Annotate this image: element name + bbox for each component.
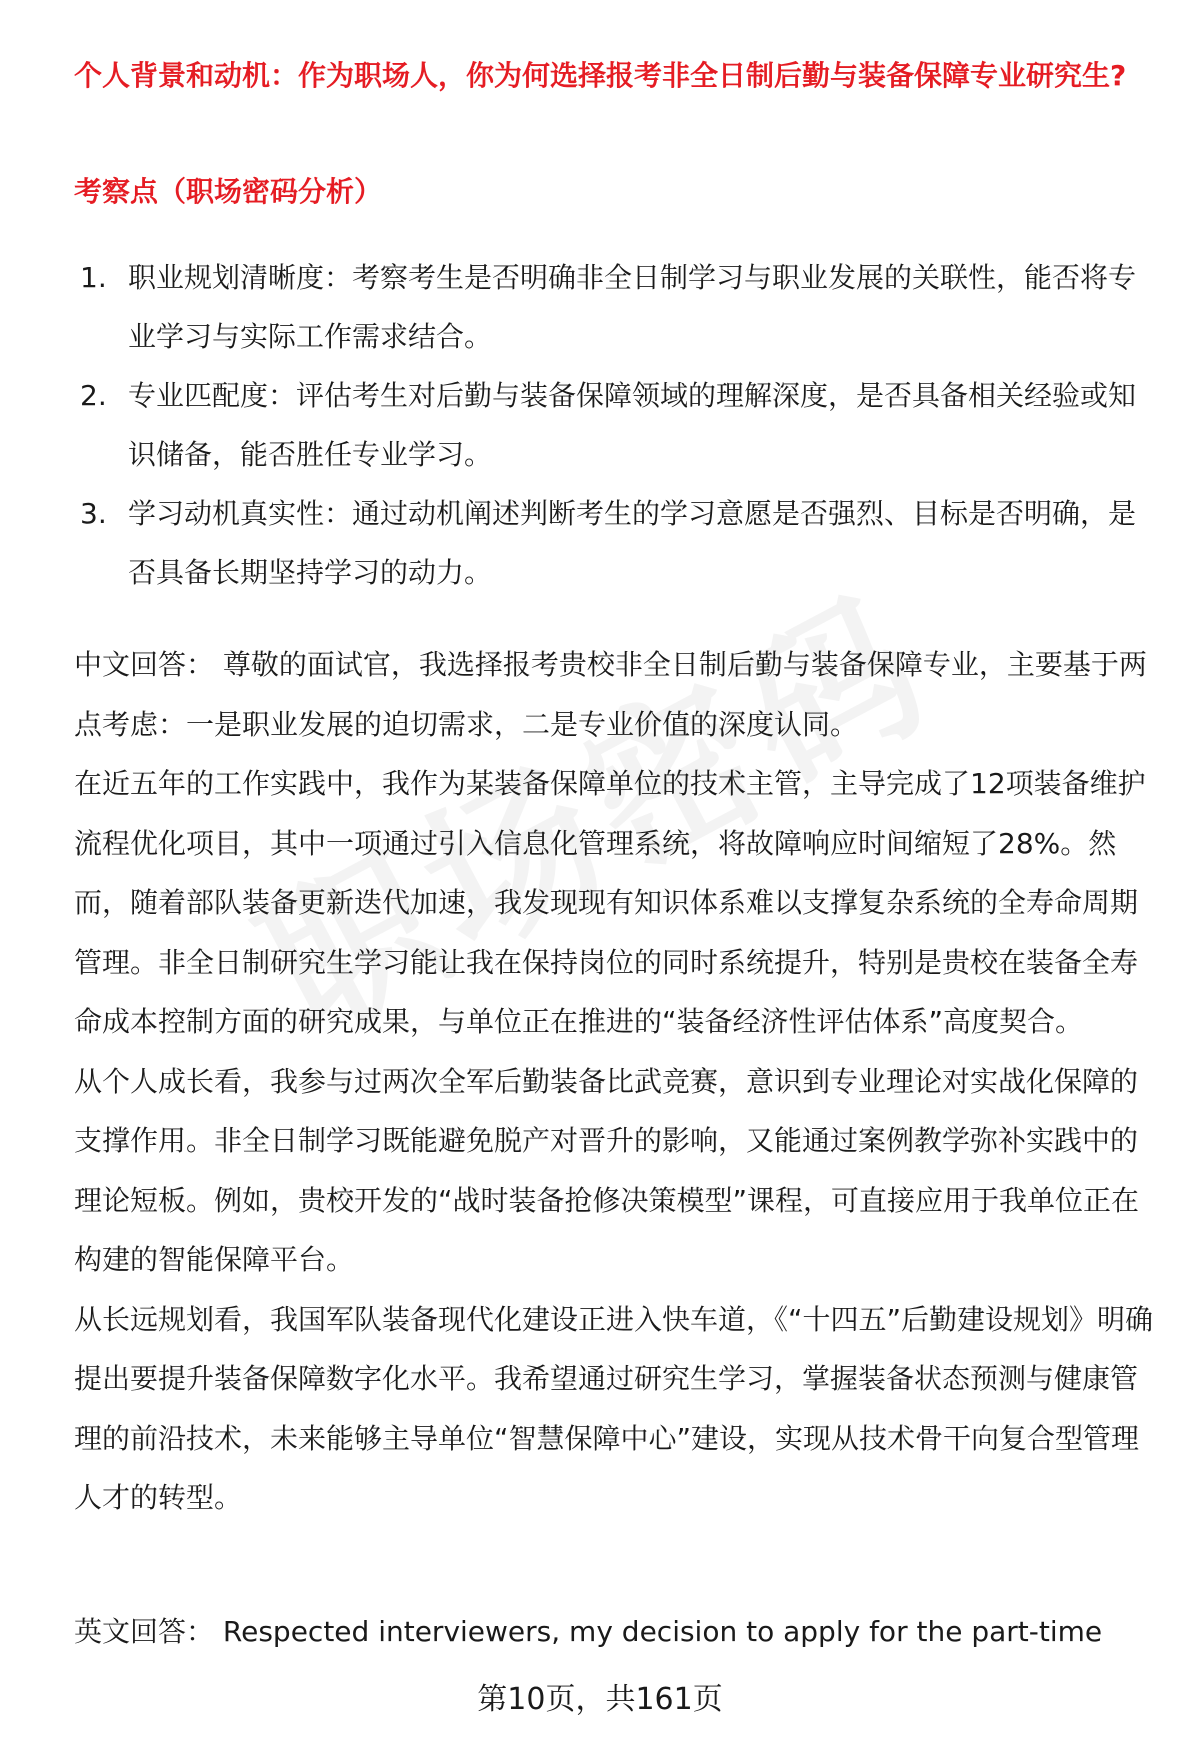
english-answer-text: Respected interviewers, my decision to apply for the part-time — [214, 1615, 1103, 1648]
list-number: 1. — [80, 261, 107, 294]
question-title: 个人背景和动机：作为职场人，你为何选择报考非全日制后勤与装备保障专业研究生? — [74, 59, 1127, 92]
list-item — [80, 484, 1160, 602]
list-text: 专业匹配度：评估考生对后勤与装备保障领域的理解深度，是否具备相关经验或知识储备，能否胜任专业学习。 — [128, 379, 1137, 471]
list-number: 2. — [80, 379, 107, 412]
answer-paragraph: 从个人成长看，我参与过两次全军后勤装备比武竞赛，意识到专业理论对实战化保障的支撑作用。非全日制学习既能避免脱产对晋升的影响，又能通过案例教学弥补实践中的理论短板。例如，贵校开发的“战时装备抢修决策模型”课程，可直接应用于我单位正在构建的智能保障平台。 — [74, 1064, 1140, 1276]
list-item — [80, 248, 1160, 366]
page-number: 第10页，共161页 — [477, 1682, 723, 1717]
answer-paragraph: 在近五年的工作实践中，我作为某装备保障单位的技术主管，主导完成了12项装备维护流程优化项目，其中一项通过引入信息化管理系统，将故障响应时间缩短了28%。然而，随着部队装备更新迭代加速，我发现现有知识体系难以支撑复杂系统的全寿命周期管理。非全日制研究生学习能让我在保持岗位的同时系统提升，特别是贵校在装备全寿命成本控制方面的研究成果，与单位正在推进的“装备经济性评估体系”高度契合。 — [74, 767, 1146, 1038]
answer-text: 尊敬的面试官，我选择报考贵校非全日制后勤与装备保障专业，主要基于两点考虑：一是职业发展的迫切需求，二是专业价值的深度认同。 — [74, 648, 1147, 741]
assessment-points-list — [80, 248, 1160, 602]
chinese-answer — [74, 635, 1164, 1528]
section-heading: 考察点（职场密码分析） — [74, 175, 383, 208]
list-item — [80, 366, 1160, 484]
answer-paragraph — [74, 635, 1164, 754]
list-text: 职业规划清晰度：考察考生是否明确非全日制学习与职业发展的关联性，能否将专业学习与实际工作需求结合。 — [128, 261, 1137, 353]
answer-paragraph: 从长远规划看，我国军队装备现代化建设正进入快车道，《“十四五”后勤建设规划》明确提出要提升装备保障数字化水平。我希望通过研究生学习，掌握装备状态预测与健康管理的前沿技术，未来能够主导单位“智慧保障中心”建设，实现从技术骨干向复合型管理人才的转型。 — [74, 1302, 1154, 1514]
chinese-answer-label: 中文回答： — [74, 648, 215, 681]
english-answer — [74, 1612, 1164, 1652]
list-number: 3. — [80, 497, 107, 530]
english-answer-label: 英文回答： — [74, 1615, 215, 1648]
list-text: 学习动机真实性：通过动机阐述判断考生的学习意愿是否强烈、目标是否明确，是否具备长期坚持学习的动力。 — [128, 497, 1137, 589]
